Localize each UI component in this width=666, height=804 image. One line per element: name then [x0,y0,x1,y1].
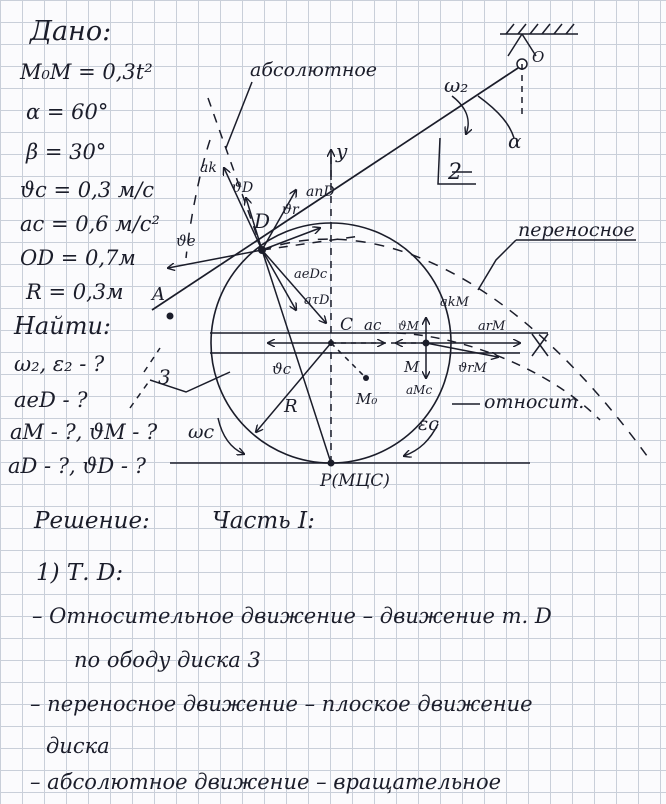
label-point-D: D [254,209,271,233]
leader-transport [478,240,516,290]
solution-line-1: – Относительное движение – движение т. D [32,604,552,628]
label-point-P: P(МЦС) [320,471,390,491]
solution-part: Часть I: [212,508,315,534]
solution-line-3: – переносное движение – плоское движение [30,692,533,716]
point-M-dot [423,340,430,347]
vector-vrM [426,343,498,357]
label-relative: относит. [484,391,585,413]
point-M0-dot [363,375,369,381]
label-epsilon-c: εc [418,413,439,435]
find-line-2: aeD - ? [14,388,88,412]
vector-aeDc [262,250,326,323]
solution-line-5: – абсолютное движение – вращательное [30,770,502,794]
label-y-axis: y [336,139,348,163]
given-line-4: ϑc = 0,3 м/c [20,178,155,202]
find-line-3: aM - ?, ϑM - ? [10,420,158,444]
label-link-2: 2 [448,160,462,185]
given-line-7: R = 0,3м [26,280,124,304]
leader-absolute [226,82,252,148]
vector-ve [168,250,262,268]
label-point-M0: M₀ [356,390,378,408]
radius-R [256,343,331,432]
label-transport: переносное [518,219,635,241]
given-line-3: β = 30° [26,140,107,164]
label-aMc: aMc [406,383,433,397]
dashed-mark-left-2 [130,380,150,408]
solution-title: Решение: [34,508,150,534]
point-P-dot [328,460,335,467]
label-ve: ϑe [176,232,196,250]
given-line-2: α = 60° [26,100,109,124]
label-anD: anD [306,184,335,200]
omega-c-arrow [218,418,244,454]
dashed-line-D [262,236,360,250]
given-line-1: M₀M = 0,3t² [20,60,153,84]
label-vc: ϑc [272,360,292,378]
given-title: Дано: [30,16,112,47]
label-vr: ϑr [282,202,299,218]
label-disk-3: 3 [158,365,171,389]
label-vM: ϑM [398,319,419,333]
line-C-to-M0 [331,343,366,378]
label-point-M: M [404,358,420,376]
pivot-bracket-left [508,34,522,56]
label-aeDc: aeDc [294,267,328,282]
point-A-dot [167,313,174,320]
label-ac: ac [364,316,382,334]
solution-step: 1) Т. D: [36,560,124,586]
solution-line-4: диска [46,734,110,758]
point-D-dot [258,246,266,254]
label-absolute: абсолютное [250,59,378,81]
point-C-dot [328,340,334,346]
support-hatching [506,24,574,34]
given-line-5: ac = 0,6 м/c² [20,212,160,236]
label-point-A: A [152,284,165,305]
label-point-C: C [340,315,354,335]
label-akM: akM [440,295,469,310]
given-line-6: OD = 0,7м [20,246,136,270]
label-radius: R [284,396,298,417]
rod-link-2 [152,68,518,310]
label-omega2: ω₂ [444,73,469,97]
label-vD: ϑD [232,180,254,196]
solution-line-2: по ободу диска 3 [74,648,261,672]
label-alpha: α [508,129,522,153]
label-point-O: O [532,48,545,66]
label-arM: arM [478,319,506,334]
find-title: Найти: [14,312,111,340]
find-line-4: aD - ?, ϑD - ? [8,454,146,478]
label-ak: ak [200,160,217,176]
label-atauD: aτD [304,293,330,308]
label-vrM: ϑrM [458,361,487,376]
find-line-1: ω₂, ε₂ - ? [14,352,105,376]
label-omega-c: ωc [188,421,215,443]
